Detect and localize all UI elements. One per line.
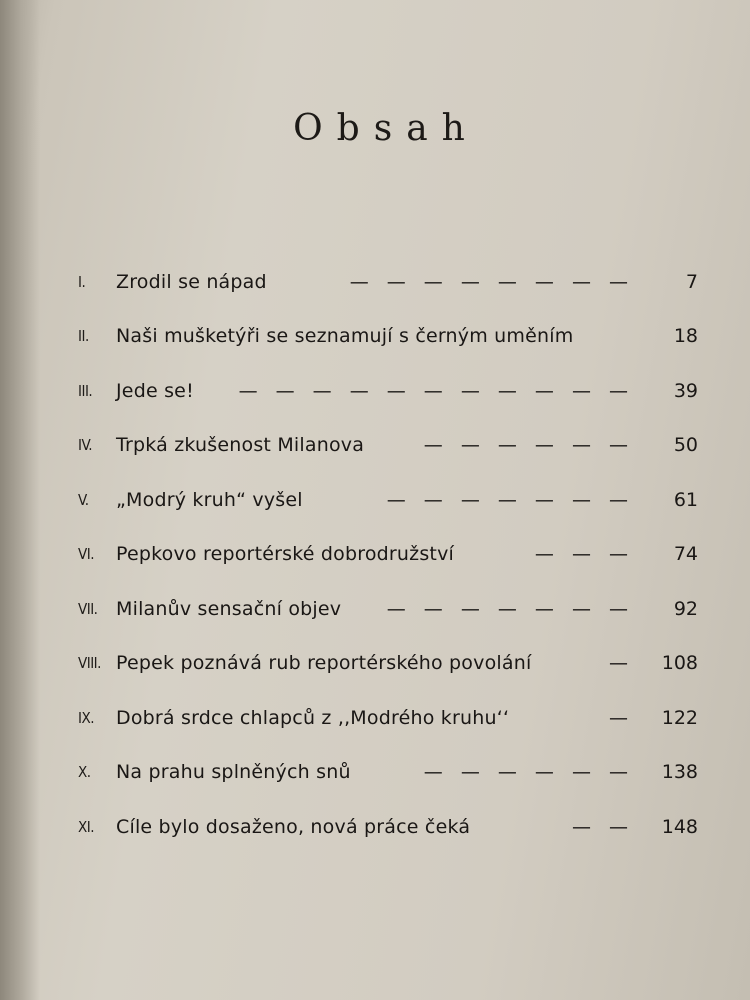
toc-entry bbox=[78, 803, 698, 858]
page-number: 50 bbox=[673, 434, 698, 456]
page-number: 18 bbox=[673, 325, 698, 347]
chapter-title: Zrodil se nápad bbox=[116, 270, 267, 293]
chapter-numeral: IV. bbox=[78, 436, 93, 454]
chapter-title: Naši mušketýři se seznamují s černým uměním bbox=[116, 325, 574, 347]
chapter-title: Trpká zkušenost Milanova bbox=[116, 434, 365, 456]
chapter-numeral: XI. bbox=[78, 817, 95, 836]
page-title: Obsah bbox=[293, 108, 479, 149]
toc-entry bbox=[78, 313, 698, 368]
page-number: 7 bbox=[685, 270, 698, 293]
page-number: 74 bbox=[673, 543, 698, 565]
chapter-numeral: IX. bbox=[78, 708, 95, 727]
page-number: 148 bbox=[661, 815, 698, 838]
dash-leader: — bbox=[609, 706, 634, 729]
chapter-title: Milanův sensační objev bbox=[116, 597, 342, 620]
chapter-title: Na prahu splněných snů bbox=[116, 761, 351, 783]
toc-entry bbox=[78, 476, 698, 531]
table-of-contents bbox=[78, 258, 698, 858]
chapter-title: Dobrá srdce chlapců z ,,Modrého kruhu‘‘ bbox=[116, 706, 510, 729]
toc-entry bbox=[78, 258, 698, 313]
dash-leader: — — — — — — bbox=[423, 761, 634, 783]
chapter-numeral: III. bbox=[78, 381, 93, 400]
page-number: 122 bbox=[661, 706, 698, 729]
chapter-numeral: VIII. bbox=[78, 654, 101, 672]
chapter-title: Pepkovo reportérské dobrodružství bbox=[116, 543, 454, 565]
page-number: 138 bbox=[661, 761, 698, 783]
dash-leader: — — — — — — — bbox=[386, 597, 634, 620]
chapter-numeral: I. bbox=[78, 272, 86, 291]
page-number: 108 bbox=[661, 652, 698, 674]
chapter-numeral: VI. bbox=[78, 545, 94, 563]
chapter-numeral: V. bbox=[78, 490, 89, 509]
chapter-numeral: VII. bbox=[78, 599, 98, 618]
chapter-title: „Modrý kruh“ vyšel bbox=[116, 488, 303, 511]
chapter-title: Pepek poznává rub reportérského povolání bbox=[116, 652, 532, 674]
toc-entry bbox=[78, 694, 698, 749]
page-number: 92 bbox=[673, 597, 698, 620]
chapter-title: Cíle bylo dosaženo, nová práce čeká bbox=[116, 815, 471, 838]
chapter-numeral: II. bbox=[78, 327, 89, 345]
dash-leader: — — — — — — — — — — — bbox=[238, 379, 634, 402]
toc-entry bbox=[78, 749, 698, 804]
page-number: 61 bbox=[673, 488, 698, 511]
dash-leader: — bbox=[609, 652, 634, 674]
toc-entry bbox=[78, 585, 698, 640]
dash-leader: — — — — — — — bbox=[386, 488, 634, 511]
toc-entry bbox=[78, 367, 698, 422]
dash-leader: — — — — — — bbox=[423, 434, 634, 456]
dash-leader: — — bbox=[571, 815, 634, 838]
chapter-numeral: X. bbox=[78, 763, 91, 781]
dash-leader: — — — — — — — — bbox=[349, 270, 634, 293]
page-number: 39 bbox=[673, 379, 698, 402]
binding-shadow bbox=[0, 0, 40, 1000]
chapter-title: Jede se! bbox=[116, 379, 194, 402]
dash-leader: — — — bbox=[534, 543, 634, 565]
toc-entry bbox=[78, 531, 698, 586]
toc-entry bbox=[78, 640, 698, 695]
toc-entry bbox=[78, 422, 698, 477]
